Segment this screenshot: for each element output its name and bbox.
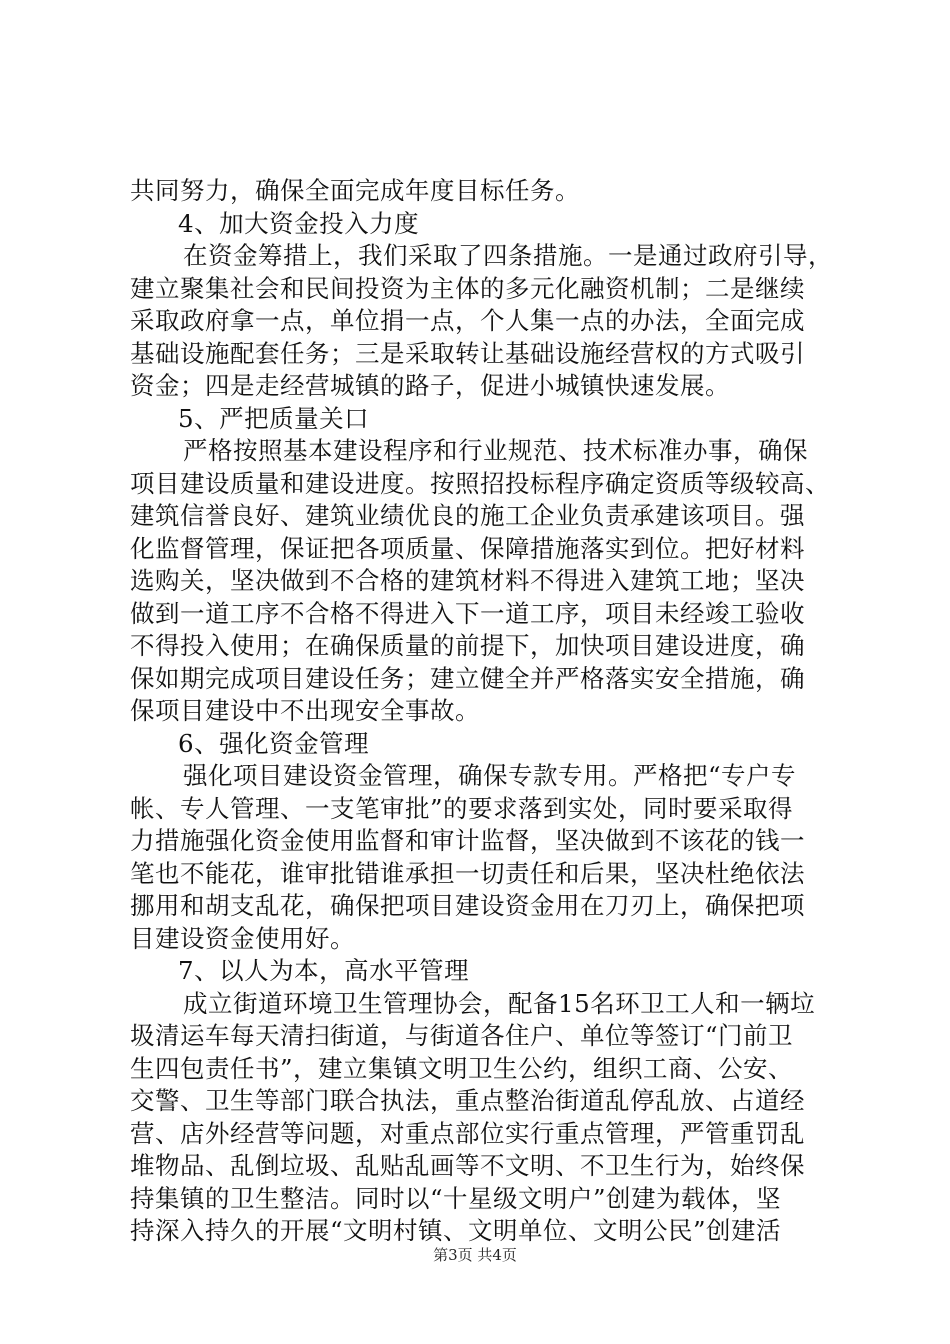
text-line: 生四包责任书”，建立集镇文明卫生公约，组织工商、公安、	[130, 1054, 794, 1083]
text-line: 共同努力，确保全面完成年度目标任务。	[130, 176, 580, 205]
text-line: 持深入持久的开展“文明村镇、文明单位、文明公民”创建活	[130, 1216, 782, 1245]
text-line: 交警、卫生等部门联合执法，重点整治街道乱停乱放、占道经	[130, 1086, 805, 1115]
text-line: 圾清运车每天清扫街道，与街道各住户、单位等签订“门前卫	[130, 1021, 794, 1050]
text-line: 在资金筹措上，我们采取了四条措施。一是通过政府引导，	[183, 241, 833, 270]
section-heading: 4、加大资金投入力度	[178, 209, 420, 238]
section-heading: 7、以人为本，高水平管理	[178, 956, 470, 985]
page-footer	[0, 1245, 950, 1265]
text-line: 目建设资金使用好。	[130, 924, 355, 953]
text-line: 基础设施配套任务；三是采取转让基础设施经营权的方式吸引	[130, 339, 805, 368]
text-line: 采取政府拿一点，单位捐一点，个人集一点的办法，全面完成	[130, 306, 805, 335]
text-line: 笔也不能花，谁审批错谁承担一切责任和后果，坚决杜绝依法	[130, 859, 805, 888]
text-line: 强化项目建设资金管理，确保专款专用。严格把“专户专	[183, 761, 797, 790]
text-line: 建立聚集社会和民间投资为主体的多元化融资机制；二是继续	[130, 274, 805, 303]
text-line: 营、店外经营等问题，对重点部位实行重点管理，严管重罚乱	[130, 1119, 805, 1148]
text-line: 保如期完成项目建设任务；建立健全并严格落实安全措施，确	[130, 664, 805, 693]
section-heading: 5、严把质量关口	[178, 404, 370, 433]
text-line: 持集镇的卫生整洁。同时以“十星级文明户”创建为载体，坚	[130, 1184, 782, 1213]
text-line: 项目建设质量和建设进度。按照招投标程序确定资质等级较高、	[130, 469, 830, 498]
text-line: 做到一道工序不合格不得进入下一道工序，项目未经竣工验收	[130, 599, 805, 628]
text-line: 成立街道环境卫生管理协会，配备15名环卫工人和一辆垃	[183, 989, 816, 1018]
text-line: 帐、专人管理、一支笔审批”的要求落到实处，同时要采取得	[130, 794, 794, 823]
text-line: 选购关，坚决做到不合格的建筑材料不得进入建筑工地；坚决	[130, 566, 805, 595]
text-line: 不得投入使用；在确保质量的前提下，加快项目建设进度，确	[130, 631, 805, 660]
section-heading: 6、强化资金管理	[178, 729, 370, 758]
text-line: 化监督管理，保证把各项质量、保障措施落实到位。把好材料	[130, 534, 805, 563]
text-line: 严格按照基本建设程序和行业规范、技术标准办事，确保	[183, 436, 808, 465]
text-line: 堆物品、乱倒垃圾、乱贴乱画等不文明、不卫生行为，始终保	[130, 1151, 805, 1180]
text-line: 资金；四是走经营城镇的路子，促进小城镇快速发展。	[130, 371, 730, 400]
text-line: 保项目建设中不出现安全事故。	[130, 696, 480, 725]
page-number: 第3页 共4页	[433, 1246, 517, 1264]
text-line: 力措施强化资金使用监督和审计监督，坚决做到不该花的钱一	[130, 826, 805, 855]
text-line: 建筑信誉良好、建筑业绩优良的施工企业负责承建该项目。强	[130, 501, 805, 530]
text-line: 挪用和胡支乱花，确保把项目建设资金用在刀刃上，确保把项	[130, 891, 805, 920]
